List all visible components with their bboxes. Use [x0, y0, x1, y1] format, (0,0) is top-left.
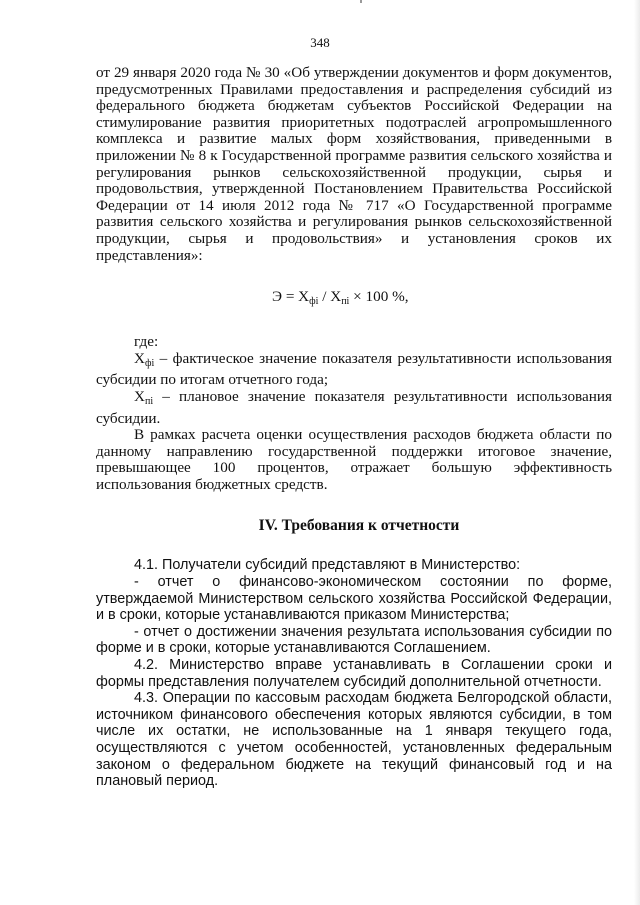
where-label: где:	[134, 333, 159, 351]
variable-actual-text: – фактическое значение показателя результативности использования субсидии по итогам отчетного года;	[96, 349, 612, 389]
variable-planned-symbol: Х	[134, 387, 145, 405]
item-4-3: 4.3. Операции по кассовым расходам бюджета Белгородской области, источником финансового обеспечения которых являются субсидии, в том числе их остатки, не использованные на 1 января текущего года, осуществляются с учетом особенностей, установленных федеральным законом о федеральном бюджете на текущий финансовый год и на плановый период.	[96, 690, 612, 790]
item-4-1-dash-1: - отчет о финансово-экономическом состоянии по форме, утверждаемой Министерством сельского хозяйства Российской Федерации, и в сроки, которые устанавливаются приказом Министерства;	[96, 574, 612, 624]
formula-mid: / Х	[318, 288, 342, 306]
page-number: 348	[310, 35, 330, 50]
formula-sub-actual: фi	[309, 296, 319, 308]
formula	[96, 288, 612, 308]
item-4-2: 4.2. Министерство вправе устанавливать в Соглашении сроки и формы представления получателем субсидий дополнительной отчетности.	[96, 657, 612, 690]
variable-planned-text: – плановое значение показателя результативности использования субсидии.	[96, 387, 612, 427]
item-4-1: 4.1. Получатели субсидий представляют в Министерство:	[134, 557, 521, 574]
variable-actual-sub: фi	[144, 357, 155, 369]
section-body	[96, 557, 612, 789]
variable-actual-symbol: Х	[134, 349, 145, 367]
item-4-1-dash-2: - отчет о достижении значения результата использования субсидии по форме и в сроки, которые устанавливаются Соглашением.	[96, 623, 612, 657]
variable-planned-sub: пi	[144, 395, 154, 407]
scan-mark	[360, 0, 362, 3]
scan-edge-shadow	[634, 0, 640, 905]
formula-sub-planned: пi	[341, 296, 350, 308]
section-heading: IV. Требования к отчетности	[258, 517, 460, 535]
formula-lhs: Э = Х	[272, 288, 310, 306]
variable-planned-definition	[96, 389, 612, 427]
assessment-paragraph: В рамках расчета оценки осуществления расходов бюджета области по данному направлению государственной поддержки итоговое значение, превышающее 100 процентов, отражает большую эффективность использования бюджетных средств.	[96, 426, 612, 493]
intro-paragraph: от 29 января 2020 года № 30 «Об утверждении документов и форм документов, предусмотренных Правилами предоставления и распределения субсидий из федерального бюджета бюджетам субъектов Российской Федерации на стимулирование развития приоритетных подотраслей агропромышленного комплекса и развитие малых форм хозяйствования, приведенными в приложении № 8 к Государственной программе развития сельского хозяйства и регулирования рынков сельскохозяйственной продукции, сырья и продовольствия, утвержденной Постановлением Правительства Российской Федерации от 14 июля 2012 года № 717 «О Государственной программе развития сельского хозяйства и регулирования рынков сельскохозяйственной продукции, сырья и продовольствия» и установления сроков их представления»:	[96, 64, 612, 264]
formula-rhs: × 100 %,	[349, 288, 409, 306]
variable-actual-definition	[96, 351, 612, 389]
